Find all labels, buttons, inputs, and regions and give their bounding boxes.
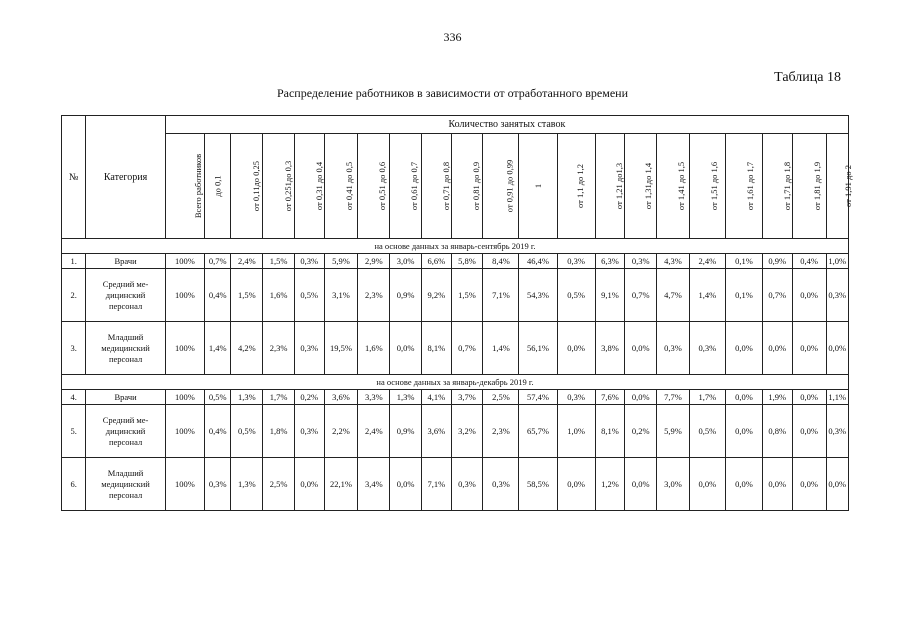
value-cell: 0,5% — [231, 405, 263, 458]
value-cell: 0,5% — [689, 405, 725, 458]
value-cell: 7,1% — [483, 269, 519, 322]
table-row — [62, 390, 849, 405]
value-cell: 0,0% — [762, 322, 792, 375]
value-cell: 2,4% — [689, 254, 725, 269]
header-col-label: от 1,71 до 1,8 — [782, 161, 793, 211]
value-cell: 0,1% — [725, 254, 762, 269]
header-col-0 — [165, 134, 204, 239]
value-cell: 2,3% — [263, 322, 295, 375]
category-line: Средний ме- — [102, 278, 149, 289]
header-col-6 — [358, 134, 390, 239]
value-cell: 0,0% — [725, 458, 762, 511]
value-cell: 8,1% — [422, 322, 452, 375]
value-cell: 2,2% — [324, 405, 358, 458]
value-cell: 100% — [165, 458, 204, 511]
value-cell: 8,4% — [483, 254, 519, 269]
value-cell: 2,4% — [358, 405, 390, 458]
row-category — [86, 269, 165, 322]
value-cell: 0,7% — [625, 269, 657, 322]
value-cell: 1,0% — [826, 254, 849, 269]
value-cell: 1,5% — [231, 269, 263, 322]
value-cell: 1,6% — [358, 322, 390, 375]
header-col-label: от 0,51 до 0,6 — [377, 161, 388, 211]
value-cell: 0,3% — [483, 458, 519, 511]
value-cell: 1,7% — [689, 390, 725, 405]
value-cell: 4,2% — [231, 322, 263, 375]
value-cell: 0,9% — [390, 405, 422, 458]
header-col-3 — [263, 134, 295, 239]
value-cell: 7,7% — [657, 390, 690, 405]
value-cell: 1,6% — [263, 269, 295, 322]
value-cell: 0,3% — [294, 322, 324, 375]
value-cell: 2,3% — [358, 269, 390, 322]
category-line: Врачи — [114, 391, 137, 402]
value-cell: 0,0% — [792, 269, 826, 322]
value-cell: 0,0% — [792, 458, 826, 511]
value-cell: 22,1% — [324, 458, 358, 511]
value-cell: 4,1% — [422, 390, 452, 405]
header-col-8 — [422, 134, 452, 239]
value-cell: 0,0% — [390, 322, 422, 375]
row-number: 4. — [62, 390, 86, 405]
value-cell: 7,6% — [595, 390, 625, 405]
header-col-18 — [762, 134, 792, 239]
value-cell: 0,7% — [762, 269, 792, 322]
category-line: медицинский — [101, 478, 150, 489]
value-cell: 0,5% — [204, 390, 230, 405]
category-line: персонал — [108, 489, 143, 500]
value-cell: 5,8% — [451, 254, 483, 269]
section-label: на основе данных за январь-декабрь 2019 г. — [62, 375, 849, 390]
value-cell: 3,0% — [390, 254, 422, 269]
value-cell: 3,4% — [358, 458, 390, 511]
value-cell: 0,7% — [451, 322, 483, 375]
header-col-label: от 0,71 до 0,8 — [441, 161, 452, 211]
value-cell: 0,0% — [762, 458, 792, 511]
header-col-label: от 0,11до 0,25 — [251, 160, 262, 212]
value-cell: 0,0% — [557, 458, 595, 511]
header-col-label: от 1,61 до 1,7 — [745, 161, 756, 211]
value-cell: 9,1% — [595, 269, 625, 322]
value-cell: 0,3% — [294, 405, 324, 458]
section-row — [62, 375, 849, 390]
value-cell: 65,7% — [519, 405, 557, 458]
value-cell: 1,8% — [263, 405, 295, 458]
table-row — [62, 458, 849, 511]
value-cell: 0,0% — [725, 390, 762, 405]
value-cell: 0,5% — [557, 269, 595, 322]
header-col-label: от 0,41 до 0,5 — [343, 161, 354, 211]
value-cell: 7,1% — [422, 458, 452, 511]
header-col-1 — [204, 134, 230, 239]
value-cell: 0,0% — [725, 405, 762, 458]
value-cell: 2,9% — [358, 254, 390, 269]
category-line: Средний ме- — [102, 414, 149, 425]
distribution-table — [61, 115, 853, 511]
value-cell: 58,5% — [519, 458, 557, 511]
value-cell: 1,3% — [231, 390, 263, 405]
header-col-label: от 1,21 до1,3 — [613, 162, 624, 210]
header-col-label: от 1,1 до 1,2 — [574, 163, 585, 209]
value-cell: 0,3% — [451, 458, 483, 511]
header-col-label: от 1,51 до 1,6 — [709, 161, 720, 211]
value-cell: 3,1% — [324, 269, 358, 322]
value-cell: 0,3% — [557, 390, 595, 405]
header-col-label: от 1,31до 1,4 — [643, 162, 654, 210]
header-col-14 — [625, 134, 657, 239]
header-category: Категория — [86, 116, 165, 239]
value-cell: 100% — [165, 405, 204, 458]
header-col-label: от 1,91 до 2 — [842, 165, 853, 207]
header-col-label: 1 — [532, 183, 543, 189]
header-col-5 — [324, 134, 358, 239]
header-col-label: от 0,91 до 0,99 — [504, 159, 515, 213]
header-col-label: от 1,41 до 1,5 — [676, 161, 687, 211]
category-line: Младший — [107, 467, 144, 478]
value-cell: 9,2% — [422, 269, 452, 322]
value-cell: 2,4% — [231, 254, 263, 269]
value-cell: 1,5% — [263, 254, 295, 269]
value-cell: 0,2% — [294, 390, 324, 405]
value-cell: 0,5% — [294, 269, 324, 322]
value-cell: 3,2% — [451, 405, 483, 458]
value-cell: 0,3% — [689, 322, 725, 375]
row-category — [86, 390, 165, 405]
row-category — [86, 254, 165, 269]
value-cell: 46,4% — [519, 254, 557, 269]
section-row — [62, 239, 849, 254]
value-cell: 0,0% — [390, 458, 422, 511]
table-row — [62, 269, 849, 322]
category-line: персонал — [108, 353, 143, 364]
value-cell: 3,0% — [657, 458, 690, 511]
header-col-7 — [390, 134, 422, 239]
value-cell: 4,3% — [657, 254, 690, 269]
value-cell: 8,1% — [595, 405, 625, 458]
value-cell: 100% — [165, 254, 204, 269]
value-cell: 6,6% — [422, 254, 452, 269]
row-category — [86, 405, 165, 458]
value-cell: 0,0% — [625, 390, 657, 405]
value-cell: 1,9% — [762, 390, 792, 405]
table-label: Таблица 18 — [774, 70, 841, 85]
value-cell: 100% — [165, 390, 204, 405]
value-cell: 0,2% — [625, 405, 657, 458]
value-cell: 0,3% — [826, 405, 849, 458]
header-col-20 — [826, 134, 853, 239]
header-col-label: от 0,251до 0,3 — [283, 160, 294, 212]
category-line: персонал — [108, 300, 143, 311]
header-col-17 — [725, 134, 762, 239]
value-cell: 1,5% — [451, 269, 483, 322]
value-cell: 0,3% — [557, 254, 595, 269]
header-col-label: от 0,31 до 0,4 — [314, 161, 325, 211]
header-col-label: от 0,61 до 0,7 — [409, 161, 420, 211]
category-line: медицинский — [101, 342, 150, 353]
category-line: дицинский — [105, 289, 146, 300]
value-cell: 1,4% — [689, 269, 725, 322]
table-row — [62, 405, 849, 458]
value-cell: 100% — [165, 322, 204, 375]
value-cell: 0,0% — [826, 458, 849, 511]
value-cell: 0,3% — [294, 254, 324, 269]
page-number: 336 — [443, 30, 462, 44]
value-cell: 0,0% — [826, 322, 849, 375]
category-line: Младший — [107, 331, 144, 342]
category-line: персонал — [108, 436, 143, 447]
value-cell: 5,9% — [657, 405, 690, 458]
row-number: 1. — [62, 254, 86, 269]
header-col-label: от 1,81 до 1,9 — [811, 161, 822, 211]
header-col-4 — [294, 134, 324, 239]
value-cell: 56,1% — [519, 322, 557, 375]
value-cell: 0,0% — [689, 458, 725, 511]
header-no: № — [62, 116, 86, 239]
row-category — [86, 458, 165, 511]
row-number: 3. — [62, 322, 86, 375]
value-cell: 3,6% — [324, 390, 358, 405]
value-cell: 54,3% — [519, 269, 557, 322]
table-title: Распределение работников в зависимости от отработанного времени — [276, 86, 629, 100]
value-cell: 0,1% — [725, 269, 762, 322]
table-row — [62, 254, 849, 269]
value-cell: 1,4% — [204, 322, 230, 375]
value-cell: 0,0% — [625, 322, 657, 375]
value-cell: 0,0% — [294, 458, 324, 511]
category-line: Врачи — [114, 255, 137, 266]
header-col-13 — [595, 134, 625, 239]
value-cell: 0,4% — [204, 405, 230, 458]
value-cell: 2,5% — [483, 390, 519, 405]
row-category — [86, 322, 165, 375]
value-cell: 0,4% — [792, 254, 826, 269]
row-number: 5. — [62, 405, 86, 458]
header-col-10 — [483, 134, 519, 239]
value-cell: 4,7% — [657, 269, 690, 322]
value-cell: 19,5% — [324, 322, 358, 375]
value-cell: 0,0% — [792, 390, 826, 405]
header-col-label: до 0,1 — [212, 175, 223, 197]
value-cell: 1,3% — [390, 390, 422, 405]
value-cell: 0,0% — [792, 322, 826, 375]
value-cell: 0,0% — [557, 322, 595, 375]
value-cell: 1,1% — [826, 390, 849, 405]
value-cell: 100% — [165, 269, 204, 322]
value-cell: 1,7% — [263, 390, 295, 405]
header-col-16 — [689, 134, 725, 239]
value-cell: 1,3% — [231, 458, 263, 511]
value-cell: 0,9% — [762, 254, 792, 269]
row-number: 6. — [62, 458, 86, 511]
header-group: Количество занятых ставок — [165, 116, 848, 134]
header-col-9 — [451, 134, 483, 239]
value-cell: 0,7% — [204, 254, 230, 269]
value-cell: 0,3% — [204, 458, 230, 511]
category-line: дицинский — [105, 425, 146, 436]
row-number: 2. — [62, 269, 86, 322]
header-col-11 — [519, 134, 557, 239]
value-cell: 6,3% — [595, 254, 625, 269]
value-cell: 2,3% — [483, 405, 519, 458]
value-cell: 1,2% — [595, 458, 625, 511]
header-col-19 — [792, 134, 826, 239]
header-col-12 — [557, 134, 595, 239]
value-cell: 5,9% — [324, 254, 358, 269]
value-cell: 2,5% — [263, 458, 295, 511]
value-cell: 0,0% — [625, 458, 657, 511]
value-cell: 3,7% — [451, 390, 483, 405]
value-cell: 0,0% — [792, 405, 826, 458]
header-col-2 — [231, 134, 263, 239]
header-col-label: Всего работников — [192, 153, 203, 219]
value-cell: 0,3% — [826, 269, 849, 322]
section-label: на основе данных за январь-сентябрь 2019 г. — [62, 239, 849, 254]
value-cell: 1,4% — [483, 322, 519, 375]
value-cell: 1,0% — [557, 405, 595, 458]
value-cell: 0,9% — [390, 269, 422, 322]
header-col-label: от 0,81 до 0,9 — [470, 161, 481, 211]
value-cell: 0,3% — [625, 254, 657, 269]
value-cell: 0,4% — [204, 269, 230, 322]
table-row — [62, 322, 849, 375]
header-col-15 — [657, 134, 690, 239]
value-cell: 0,3% — [657, 322, 690, 375]
value-cell: 0,0% — [725, 322, 762, 375]
value-cell: 3,3% — [358, 390, 390, 405]
value-cell: 57,4% — [519, 390, 557, 405]
value-cell: 3,6% — [422, 405, 452, 458]
value-cell: 0,8% — [762, 405, 792, 458]
value-cell: 3,8% — [595, 322, 625, 375]
